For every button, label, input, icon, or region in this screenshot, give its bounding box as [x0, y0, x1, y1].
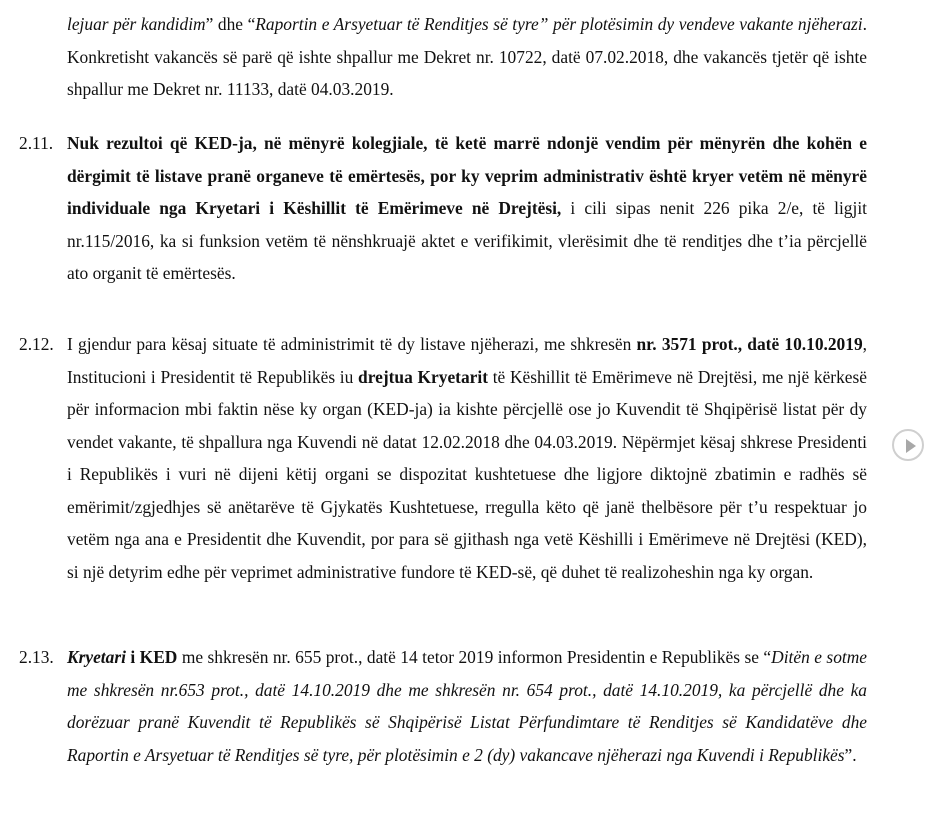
- text-run: Ditën e sotme me shkresën nr.653 prot., datë 14.10.2019 dhe me shkresën nr. 654 prot., datë 14.10.2019, ka përcjellë dhe ka dorëzuar pranë Kuvendit të Republikës së Shqipërisë Listat Përfundimtare të Renditjes së Kandidatëve dhe Raportin e Arsyetuar të Renditjes së tyre, për plotësimin e 2 (dy) vakancave njëherazi nga Kuvendi i Republikës: [67, 647, 867, 765]
- paragraph-continuation: [67, 8, 867, 106]
- text-run: Nuk rezultoi që KED-ja, në mënyrë kolegjiale, të ketë marrë ndonjë vendim për mënyrën dhe kohën e dërgimit të listave pranë organeve të emërtesës, por ky veprim administrativ është kryer vetëm në mënyrë individuale nga Kryetari i Këshillit të Emërimeve në Drejtësi,: [67, 133, 867, 218]
- next-page-button[interactable]: [892, 429, 924, 461]
- text-run: ” dhe “: [205, 14, 256, 34]
- text-run: me shkresën nr. 655 prot., datë 14 tetor 2019 informon Presidentin e Republikës se “: [177, 647, 772, 667]
- paragraph-number: 2.13.: [19, 647, 54, 667]
- text-run: Raportin e Arsyetuar të Renditjes së tyre” për plotësimin dy vendeve vakante njëherazi: [255, 14, 863, 34]
- text-run: i KED: [125, 647, 178, 667]
- paragraph-number: 2.12.: [19, 334, 54, 354]
- text-run: të Këshillit të Emërimeve në Drejtësi, me një kërkesë për informacion mbi faktin nëse ky organ (KED-ja) ia kishte përcjellë ose jo Kuvendit të Shqipërisë listat për dy vendet vakante, të shpallura nga Kuvendi në datat 12.02.2018 dhe 04.03.2019. Nëpërmjet kësaj shkrese Presidenti i Republikës i vuri në dijeni këtij organi se dispozitat kushtetuese dhe ligjore diktojnë zbatimin e radhës së emërimit/zgjedhjes së anëtarëve të Gjykatës Kushtetuese, rregulla këto që janë thelbësore për t’u respektuar jo vetëm nga ana e Presidentit dhe Kuvendit, por para së gjithash nga vetë Këshilli i Emërimeve në Drejtësi (KED), si një detyrim edhe për veprimet administrative fundore të KED-së, që duhet të realizoheshin nga ky organ.: [67, 366, 867, 582]
- text-run: nr. 3571 prot., datë 10.10.2019: [636, 334, 863, 354]
- paragraph-number: 2.11.: [19, 133, 54, 153]
- play-circle-icon: [906, 439, 916, 453]
- paragraph-body: [67, 641, 867, 771]
- paragraph-body: [67, 127, 867, 290]
- text-run: lejuar për kandidim: [67, 14, 206, 34]
- text-run: I gjendur para kësaj situate të administrimit të dy listave njëherazi, me shkresën: [67, 334, 637, 354]
- text-run: . Konkretisht vakancës së parë që ishte shpallur me Dekret nr. 10722, datë 07.02.2018, dhe vakancës tjetër që ishte shpallur me Dekret nr. 11133, datë 04.03.2019.: [67, 14, 867, 99]
- text-run: i cili sipas nenit 226 pika 2/e, të ligjit nr.115/2016, ka si funksion vetëm të nënshkruajë aktet e verifikimit, vlerësimit dhe të renditjes dhe t’ia përcjellë ato organit të emërtesës.: [67, 198, 867, 283]
- text-run: , Institucioni i Presidentit të Republikës iu: [67, 334, 868, 387]
- text-run: Kryetari: [67, 647, 126, 667]
- text-run: ”.: [844, 744, 857, 765]
- text-run: drejtua Kryetarit: [358, 366, 488, 387]
- paragraph-body: [67, 328, 867, 588]
